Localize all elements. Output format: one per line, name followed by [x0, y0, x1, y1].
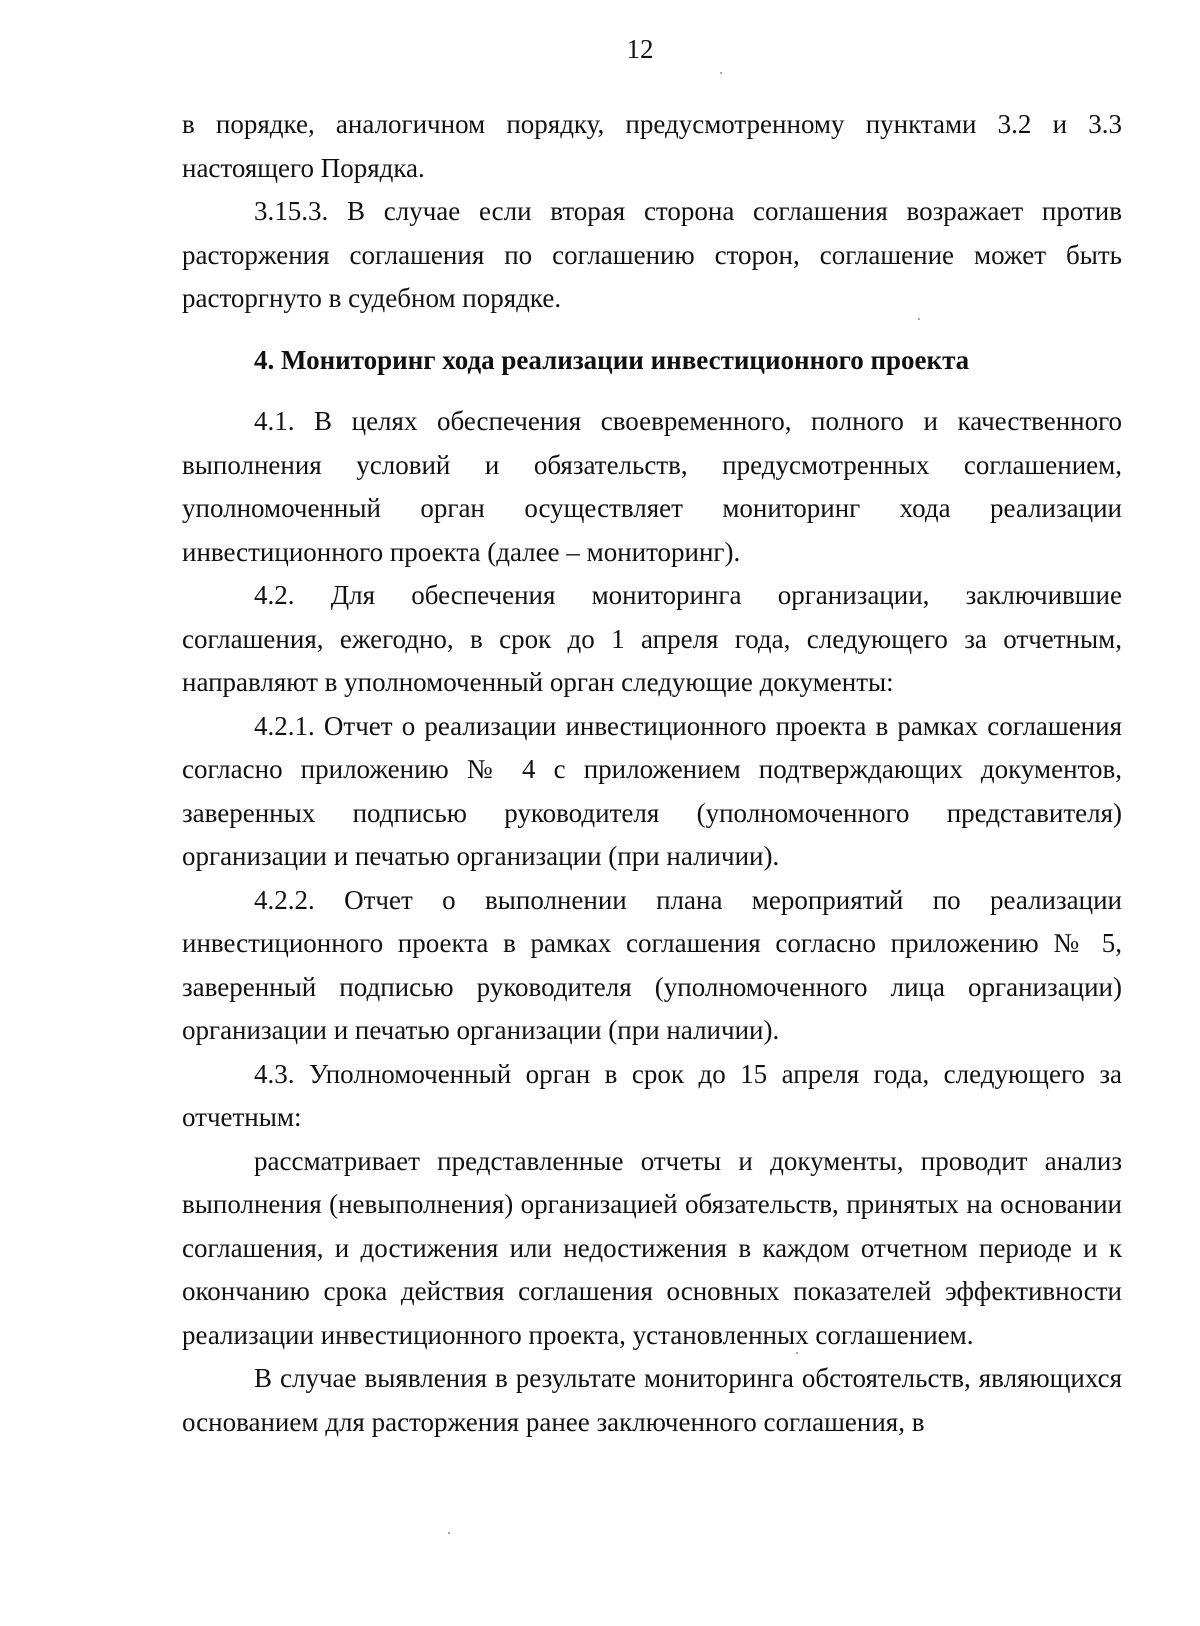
scan-speck: [796, 1352, 798, 1354]
scan-speck: [448, 1532, 450, 1534]
paragraph-monitoring-case: В случае выявления в результате мониторинга обстоятельств, являющихся основанием для расторжения ранее заключенного соглашения, в: [182, 1363, 1122, 1437]
paragraph-4-2-2: 4.2.2. Отчет о выполнении плана мероприятий по реализации инвестиционного проекта в рамках соглашения согласно приложению № 5, заверенный подписью руководителя (уполномоченного лица организации) организации и печатью организации (при наличии).: [182, 884, 1122, 1045]
paragraph-continuation: в порядке, аналогичном порядку, предусмотренному пунктами 3.2 и 3.3 настоящего Порядка.: [182, 109, 1122, 183]
page-number: 12: [626, 34, 654, 64]
document-body: [182, 103, 1122, 1444]
paragraph-4-1: 4.1. В целях обеспечения своевременного, полного и качественного выполнения условий и обязательств, предусмотренных соглашением, уполномоченный орган осуществляет мониторинг хода реализации инвестиционного проекта (далее – мониторинг).: [182, 406, 1122, 567]
paragraph-4-2: 4.2. Для обеспечения мониторинга организации, заключившие соглашения, ежегодно, в срок до 1 апреля года, следующего за отчетным, направляют в уполномоченный орган следующие документы:: [182, 580, 1122, 697]
paragraph-4-3-review: рассматривает представленные отчеты и документы, проводит анализ выполнения (невыполнения) организацией обязательств, принятых на основании соглашения, и достижения или недостижения в каждом отчетном периоде и к окончанию срока действия соглашения основных показателей эффективности реализации инвестиционного проекта, установленных соглашением.: [182, 1145, 1122, 1350]
paragraph-4-2-1: 4.2.1. Отчет о реализации инвестиционного проекта в рамках соглашения согласно приложению № 4 с приложением подтверждающих документов, заверенных подписью руководителя (уполномоченного представителя) организации и печатью организации (при наличии).: [182, 710, 1122, 871]
section-heading-4: 4. Мониторинг хода реализации инвестиционного проекта: [254, 344, 970, 375]
paragraph-3-15-3: 3.15.3. В случае если вторая сторона соглашения возражает против расторжения соглашения по соглашению сторон, соглашение может быть расторгнуто в судебном порядке.: [182, 196, 1122, 313]
paragraph-4-3: 4.3. Уполномоченный орган в срок до 15 апреля года, следующего за отчетным:: [182, 1058, 1122, 1132]
scan-speck: [918, 318, 920, 320]
scan-speck: [720, 72, 722, 74]
